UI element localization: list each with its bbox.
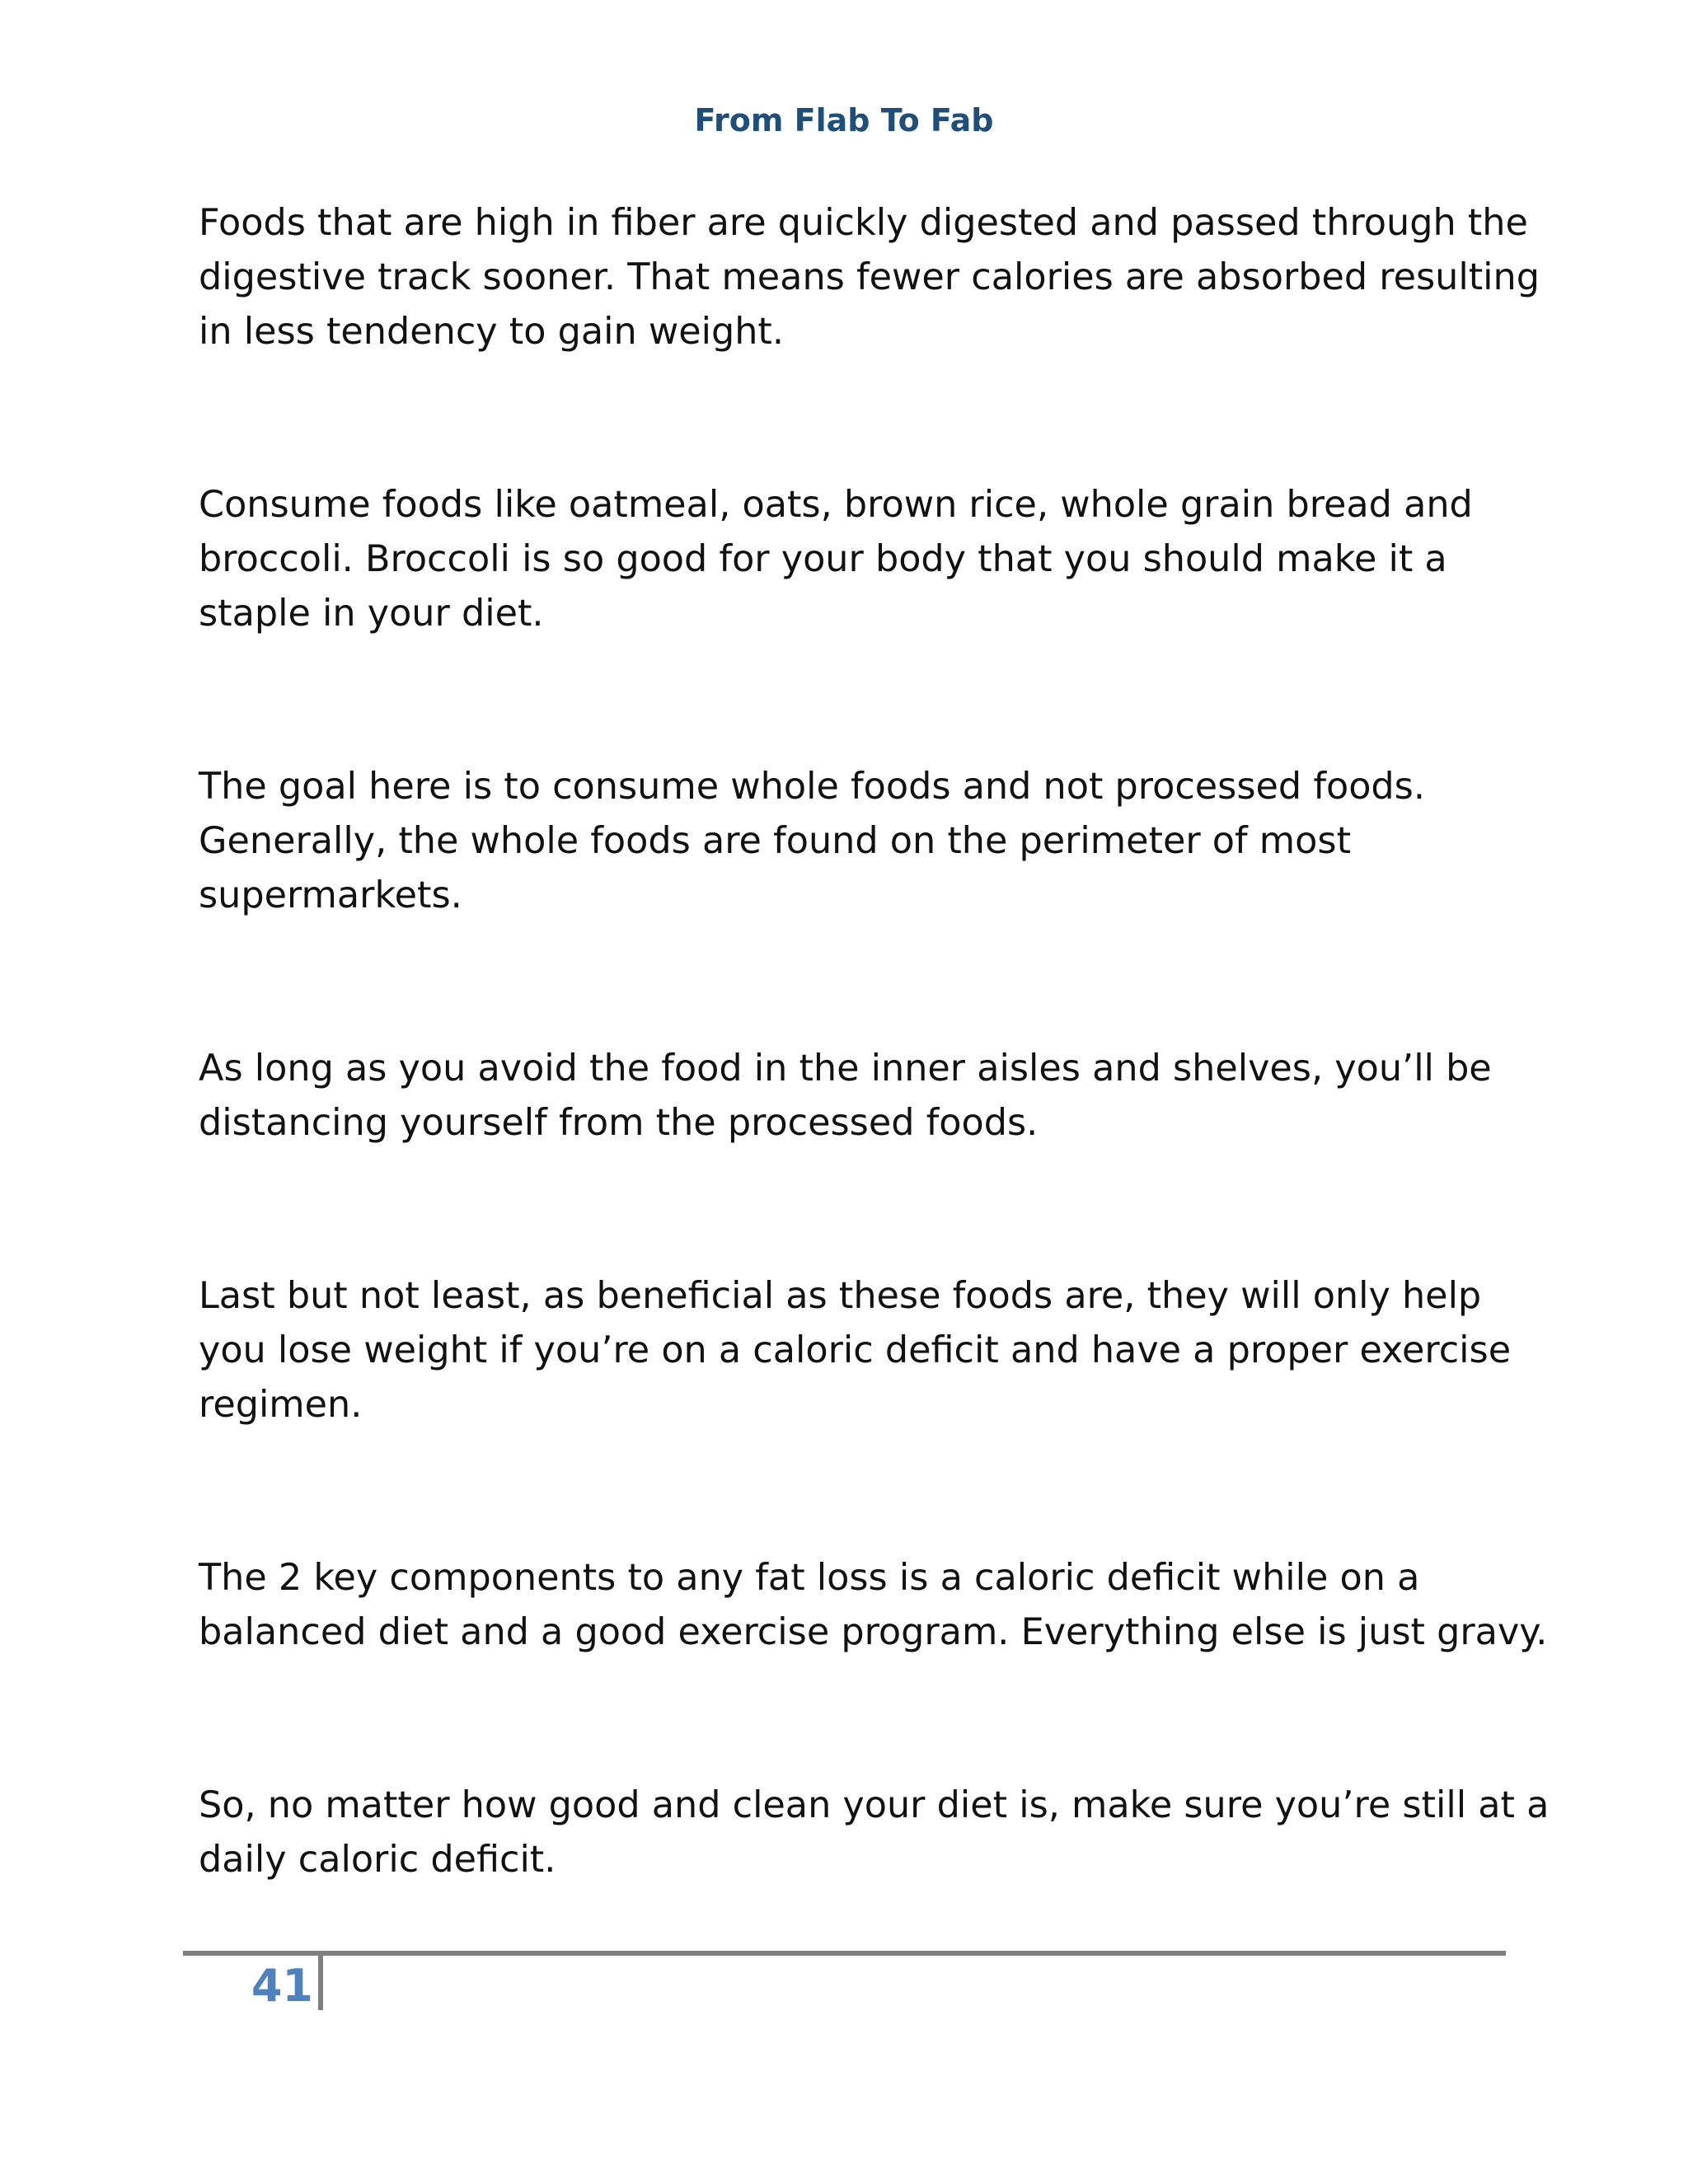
page-number: 41: [251, 1960, 313, 2012]
paragraph-fiber: Foods that are high in fiber are quickly digested and passed through the digestive track sooner. That means fewer calories are absorbed resulting in less tendency to gain weight.: [199, 202, 1540, 353]
paragraph-inner-aisles: As long as you avoid the food in the inner aisles and shelves, you’ll be distancing yourself from the processed foods.: [199, 1047, 1492, 1144]
paragraph-key-components: The 2 key components to any fat loss is a caloric deficit while on a balanced diet and a good exercise program. Everything else is just gravy.: [199, 1557, 1548, 1653]
paragraph-whole-foods: The goal here is to consume whole foods and not processed foods. Generally, the whole foods are found on the perimeter of most supermarkets.: [199, 766, 1426, 916]
page-number-divider: [318, 1956, 323, 2010]
paragraph-daily-deficit: So, no matter how good and clean your diet is, make sure you’re still at a daily caloric deficit.: [199, 1784, 1550, 1881]
paragraph-last-but-not-least: Last but not least, as beneficial as these foods are, they will only help you lose weight if you’re on a caloric deficit and have a proper exercise regimen.: [199, 1275, 1512, 1426]
page-header-title: From Flab To Fab: [694, 102, 994, 138]
footer-divider: [183, 1951, 1506, 1956]
paragraph-consume-foods: Consume foods like oatmeal, oats, brown rice, whole grain bread and broccoli. Broccoli is so good for your body that you should make it a staple in your diet.: [199, 484, 1473, 635]
body-text: [199, 196, 1550, 1887]
